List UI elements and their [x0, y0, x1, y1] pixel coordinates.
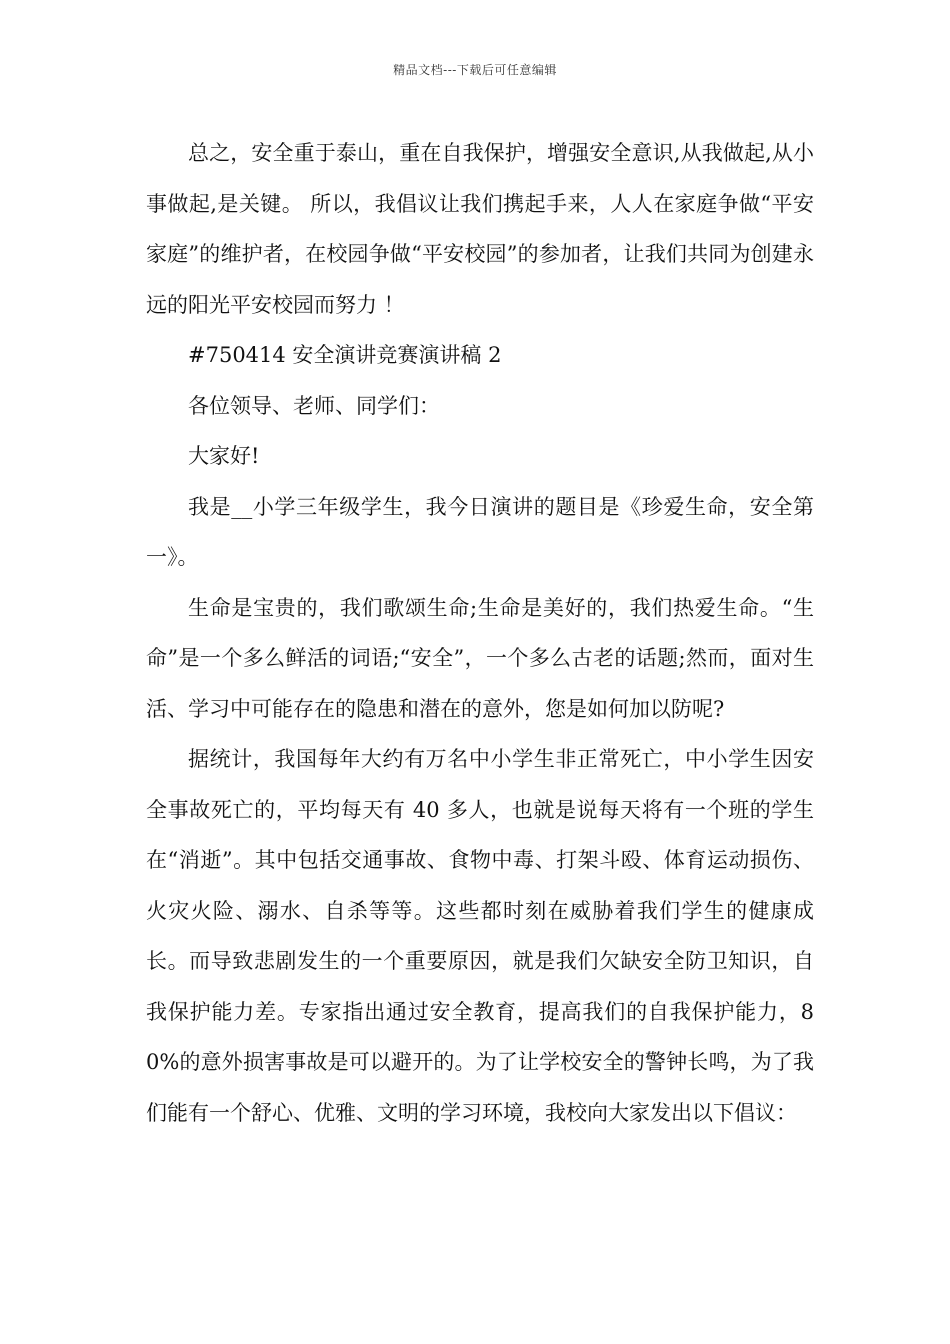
paragraph-conclusion: 总之，安全重于泰山，重在自我保护，增强安全意识,从我做起,从小事做起,是关键。 所以，我倡议让我们携起手来，人人在家庭争做“平安家庭”的维护者，在校园争做“平安校园”的参加者，让我们共同为创建永远的阳光平安校园而努力 ！ — [146, 141, 814, 317]
paragraph-statistics: 据统计，我国每年大约有万名中小学生非正常死亡，中小学生因安全事故死亡的，平均每天有 40 多人，也就是说每天将有一个班的学生在“消逝”。其中包括交通事故、食物中毒、打架斗殴、体育运动损伤、火灾火险、溺水、自杀等等。这些都时刻在威胁着我们学生的健康成长。而导致悲剧发生的一个重要原因，就是我们欠缺安全防卫知识，自我保护能力差。专家指出通过安全教育，提高我们的自我保护能力，80%的意外损害事故是可以避开的。为了让学校安全的警钟长鸣，为了我们能有一个舒心、优雅、文明的学习环境，我校向大家发出以下倡议： — [146, 747, 814, 1125]
greeting: 大家好! — [188, 444, 260, 468]
document-body — [146, 128, 814, 1138]
paragraph-life: 生命是宝贵的，我们歌颂生命;生命是美好的，我们热爱生命。“生命”是一个多么鲜活的词语;“安全”，一个多么古老的话题;然而，面对生活、学习中可能存在的隐患和潜在的意外，您是如何加以防呢? — [146, 595, 814, 721]
section-title: #750414 安全演讲竞赛演讲稿 2 — [188, 343, 502, 367]
paragraph-intro: 我是__小学三年级学生，我今日演讲的题目是《珍爱生命，安全第一》。 — [146, 494, 814, 569]
page-header: 精品文档---下载后可任意编辑 — [393, 63, 557, 77]
salutation: 各位领导、老师、同学们： — [188, 393, 440, 418]
